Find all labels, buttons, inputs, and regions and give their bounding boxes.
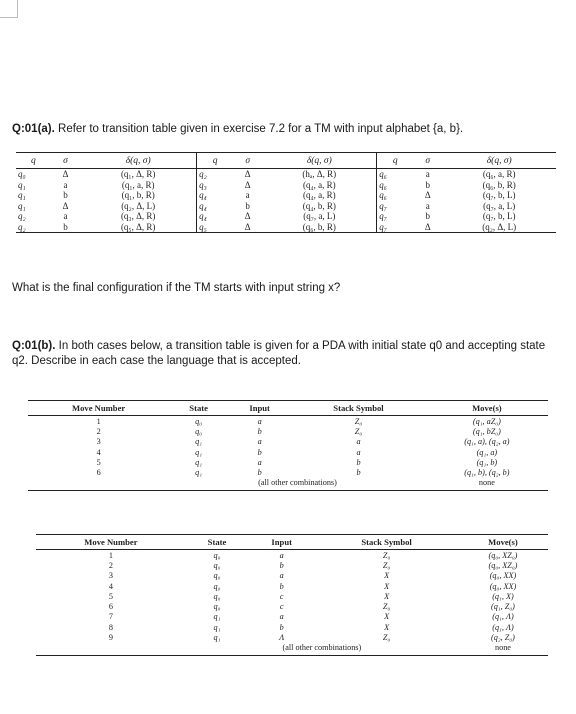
- tm-table-cell: (q₁, b, R): [121, 190, 155, 201]
- pda1-table-cell: 4: [96, 447, 101, 457]
- pda2-table-cell: (q₁, X): [492, 591, 514, 601]
- pda2-table-cell: 6: [108, 602, 113, 612]
- pda1-table-cell: a: [356, 447, 361, 457]
- tm-table-cell: (q₅, Δ, R): [80, 222, 197, 233]
- tm-table-body: [16, 169, 556, 233]
- pda1-footer-blank: [28, 478, 169, 491]
- tm-table-cell: (q₆, b, R): [262, 222, 376, 233]
- pda1-table-row: [28, 437, 548, 447]
- tm-header-cell: q: [377, 153, 413, 169]
- tm-table-cell: a: [425, 169, 430, 180]
- pda2-table-row: [36, 560, 548, 570]
- tm-table-cell: b: [51, 222, 80, 233]
- tm-table-cell: Δ: [244, 211, 251, 222]
- pda2-table-cell: (q₁, Λ): [492, 622, 514, 632]
- pda2-header-row: [36, 535, 548, 550]
- pda1-table-cell: b: [257, 426, 262, 436]
- tm-table-cell: (q₂, Δ, L): [121, 200, 156, 211]
- tm-table-cell: (q₇, a, L): [483, 200, 516, 211]
- pda2-table-cell: b: [279, 560, 284, 570]
- pda2-table-cell: q₁: [213, 633, 221, 643]
- tm-table-cell: (q₆, a, R): [482, 169, 516, 180]
- tm-table-cell: q₇: [377, 211, 413, 222]
- pda2-table-cell: X: [384, 591, 390, 601]
- pda2-table-cell: 7: [108, 612, 113, 622]
- tm-table-cell: (q₇, b, L): [482, 211, 516, 222]
- tm-table-cell: b: [245, 200, 250, 211]
- pda1-table-cell: q₀: [195, 416, 203, 426]
- pda2-table-cell: a: [279, 612, 284, 622]
- pda2-footer-note: (all other combinations): [186, 643, 458, 656]
- tm-table-cell: q₁: [18, 179, 26, 190]
- pda2-table-cell: c: [279, 591, 284, 601]
- pda1-table-cell: b: [356, 468, 361, 478]
- pda1-table-cell: (q₁, b): [476, 457, 498, 467]
- pda2-table-row: [36, 581, 548, 591]
- pda2-table-cell: q₁: [213, 612, 221, 622]
- tm-table-cell: (q₁, Δ, R): [120, 169, 156, 180]
- pda1-header-cell: Move Number: [28, 401, 169, 416]
- tm-table-cell: q₄: [197, 190, 233, 201]
- pda2-table-cell: b: [279, 581, 284, 591]
- pda1-header-cell: Move(s): [426, 401, 548, 416]
- question-1a-label: Q:01(a).: [12, 123, 55, 135]
- tm-table-row: [16, 211, 556, 222]
- question-1a-prompt: What is the final configuration if the TM starts with input string x?: [12, 282, 341, 294]
- tm-table-cell: q₁: [18, 190, 26, 201]
- pda1-table-cell: (q₁, aZ₀): [472, 416, 501, 426]
- pda1-table-cell: q₁: [195, 437, 203, 447]
- pda2-table-row: [36, 622, 548, 632]
- pda1-table-cell: Z₀: [354, 426, 363, 436]
- pda2-table-row: [36, 550, 548, 561]
- tm-table-cell: q₂: [16, 222, 51, 233]
- pda1-table-cell: (q₁, a), (q₂, a): [464, 437, 510, 447]
- pda2-table-cell: Z₀: [382, 602, 391, 612]
- pda1-table-cell: q₁: [195, 468, 203, 478]
- pda1-table-cell: b: [257, 468, 262, 478]
- pda2-table-cell: 8: [108, 622, 113, 632]
- tm-table-cell: Δ: [62, 169, 69, 180]
- pda1-table-cell: a: [257, 457, 262, 467]
- tm-table-cell: (q₃, Δ, R): [120, 211, 156, 222]
- tm-table-cell: (q₁, a, R): [121, 179, 155, 190]
- pda2-table-cell: X: [384, 622, 390, 632]
- tm-table-row: [16, 201, 556, 212]
- pda1-table-cell: (q₁, a): [476, 447, 498, 457]
- question-1a-text: Refer to transition table given in exercise 7.2 for a TM with input alphabet {a, b}.: [58, 123, 464, 135]
- tm-header-cell: σ: [233, 153, 262, 169]
- tm-table-cell: Δ: [413, 222, 442, 233]
- tm-table-cell: a: [63, 211, 68, 222]
- pda2-table-cell: X: [384, 571, 390, 581]
- question-1b: [12, 339, 564, 369]
- pda1-table-cell: q₁: [195, 457, 203, 467]
- pda1-table-cell: q₀: [195, 426, 203, 436]
- pda2-table-cell: (q₁, Z₀): [491, 602, 515, 612]
- pda-transition-table-1: [28, 400, 548, 491]
- pda2-footer-blank: [36, 643, 186, 656]
- pda2-table-row: [36, 632, 548, 642]
- pda1-table-cell: 3: [96, 437, 101, 447]
- tm-header-cell: δ(q, σ): [262, 153, 376, 169]
- pda2-table-row: [36, 612, 548, 622]
- pda1-footer-move: none: [426, 478, 548, 491]
- pda2-footer-move: none: [458, 643, 548, 656]
- pda2-table-row: [36, 571, 548, 581]
- pda2-table-cell: 2: [108, 560, 113, 570]
- tm-table-cell: q₂: [197, 169, 233, 180]
- pda2-table-cell: Z₀: [382, 560, 391, 570]
- tm-table-cell: (q₄, a, R): [302, 179, 336, 190]
- pda1-table-cell: a: [257, 437, 262, 447]
- pda2-table-cell: 4: [108, 581, 113, 591]
- tm-table-cell: q₆: [377, 169, 413, 180]
- tm-table-cell: (q₄, a, R): [302, 190, 336, 201]
- pda1-footer-row: [28, 478, 548, 491]
- pda1-table-row: [28, 457, 548, 467]
- pda1-table-cell: a: [356, 437, 361, 447]
- pda1-table-cell: a: [257, 416, 262, 426]
- pda1-table-cell: Z₀: [354, 416, 363, 426]
- pda2-table-cell: Z₀: [382, 633, 391, 643]
- pda1-table-cell: b: [257, 447, 262, 457]
- tm-header-cell: δ(q, σ): [442, 153, 556, 169]
- tm-table-cell: Δ: [233, 222, 262, 233]
- tm-table-cell: Δ: [62, 200, 69, 211]
- pda1-table-row: [28, 416, 548, 427]
- pda2-header-cell: Move(s): [458, 535, 548, 550]
- pda2-table-cell: q₀: [213, 571, 221, 581]
- pda2-table-cell: a: [279, 550, 284, 560]
- tm-table-cell: q₆: [377, 180, 413, 191]
- tm-table-cell: q₆: [377, 190, 413, 201]
- tm-header-row: [16, 153, 556, 169]
- tm-table-row: [16, 190, 556, 201]
- tm-table-cell: a: [425, 200, 430, 211]
- pda2-table-row: [36, 601, 548, 611]
- tm-table-row: [16, 222, 556, 233]
- pda2-table-cell: q₀: [213, 560, 221, 570]
- tm-table-cell: q₂: [18, 211, 26, 222]
- pda1-table-cell: (q₁, b), (q₂, b): [464, 468, 510, 478]
- pda2-table-cell: 5: [108, 591, 113, 601]
- pda-transition-table-2: [36, 534, 548, 656]
- pda1-table-cell: 2: [96, 426, 101, 436]
- tm-header-cell: σ: [413, 153, 442, 169]
- pda2-header-cell: State: [186, 535, 248, 550]
- question-1b-label: Q:01(b).: [12, 340, 56, 352]
- pda2-table-cell: X: [384, 581, 390, 591]
- tm-transition-table: [16, 152, 556, 233]
- pda1-table-cell: (q₁, bZ₀): [472, 426, 501, 436]
- tm-table-cell: b: [425, 179, 431, 190]
- tm-header-cell: σ: [51, 153, 80, 169]
- pda1-table-cell: b: [356, 457, 361, 467]
- tm-table-cell: a: [245, 190, 250, 201]
- tm-table-cell: Δ: [424, 190, 431, 201]
- tm-table-cell: (q₇, a, L): [303, 211, 336, 222]
- pda2-table-cell: 1: [108, 550, 113, 560]
- tm-table-cell: Δ: [244, 179, 251, 190]
- pda2-header-cell: Input: [248, 535, 315, 550]
- pda2-table-cell: (q₀, XX): [489, 571, 517, 581]
- pda1-header-cell: Input: [228, 401, 291, 416]
- tm-table-cell: q₇: [377, 201, 413, 212]
- pda1-header-cell: Stack Symbol: [291, 401, 425, 416]
- pda2-table-cell: X: [384, 612, 390, 622]
- pda1-footer-note: (all other combinations): [169, 478, 425, 491]
- pda1-header-row: [28, 401, 548, 416]
- question-1b-text: In both cases below, a transition table is given for a PDA with initial state q0 and accepting state q2. Describe in each case the language that is accepted.: [12, 340, 546, 367]
- pda2-table-cell: (q₀, XZ₀): [488, 560, 518, 570]
- tm-header-cell: q: [16, 153, 51, 169]
- pda2-table-cell: 3: [108, 571, 113, 581]
- pda2-table-cell: q₀: [213, 602, 221, 612]
- pda1-table-cell: 5: [96, 457, 101, 467]
- pda2-table-cell: q₀: [213, 581, 221, 591]
- tm-table-row: [16, 180, 556, 191]
- tm-table-cell: (q₄, b, R): [302, 200, 336, 211]
- pda2-table-cell: a: [279, 571, 284, 581]
- tm-header-cell: δ(q, σ): [80, 153, 197, 169]
- tm-table-cell: q₄: [197, 211, 233, 222]
- tm-table-cell: q₇: [377, 222, 413, 233]
- pda2-table-cell: b: [279, 622, 284, 632]
- pda2-table-cell: 9: [108, 633, 113, 643]
- pda2-table-cell: (q₂, Z₀): [491, 633, 515, 643]
- pda2-header-cell: Stack Symbol: [315, 535, 458, 550]
- tm-table-cell: b: [63, 190, 68, 201]
- tm-table-cell: (q₇, b, L): [482, 190, 516, 201]
- pda2-header-cell: Move Number: [36, 535, 186, 550]
- pda1-table-row: [28, 467, 548, 477]
- pda2-table-cell: (q₁, Λ): [492, 612, 514, 622]
- pda2-footer-row: [36, 643, 548, 656]
- tm-table-cell: q₀: [18, 169, 26, 180]
- pda1-table-cell: 6: [96, 468, 101, 478]
- pda2-table-cell: c: [279, 602, 284, 612]
- tm-table-row: [16, 169, 556, 180]
- page-corner-mark: [0, 0, 18, 18]
- tm-table-cell: Δ: [244, 169, 251, 180]
- pda2-table-cell: q₀: [213, 591, 221, 601]
- pda1-table-body: [28, 416, 548, 491]
- pda2-table-cell: Z₀: [382, 550, 391, 560]
- tm-table-cell: (q₆, b, R): [482, 179, 516, 190]
- pda1-table-row: [28, 447, 548, 457]
- tm-table-cell: (hₐ, Δ, R): [302, 169, 337, 180]
- tm-table-cell: a: [63, 179, 68, 190]
- tm-table-cell: q₅: [197, 222, 233, 233]
- pda1-table-cell: 1: [96, 416, 101, 426]
- pda1-table-row: [28, 426, 548, 436]
- tm-table-cell: q₁: [18, 200, 26, 211]
- pda2-table-cell: q₀: [213, 550, 221, 560]
- pda2-table-cell: (q₀, XZ₀): [488, 550, 518, 560]
- question-1a: [12, 122, 463, 137]
- tm-table-cell: (q₂, Δ, L): [442, 222, 556, 233]
- pda2-table-cell: (q₀, XX): [489, 581, 517, 591]
- pda2-table-cell: q₁: [213, 622, 221, 632]
- pda1-table-cell: q₁: [195, 447, 203, 457]
- pda1-header-cell: State: [169, 401, 228, 416]
- tm-table-cell: q₄: [197, 201, 233, 212]
- pda2-table-cell: Λ: [279, 633, 285, 643]
- pda2-table-body: [36, 550, 548, 656]
- tm-header-cell: q: [197, 153, 233, 169]
- pda2-table-row: [36, 591, 548, 601]
- tm-table-cell: q₃: [197, 180, 233, 191]
- tm-table-cell: b: [425, 211, 431, 222]
